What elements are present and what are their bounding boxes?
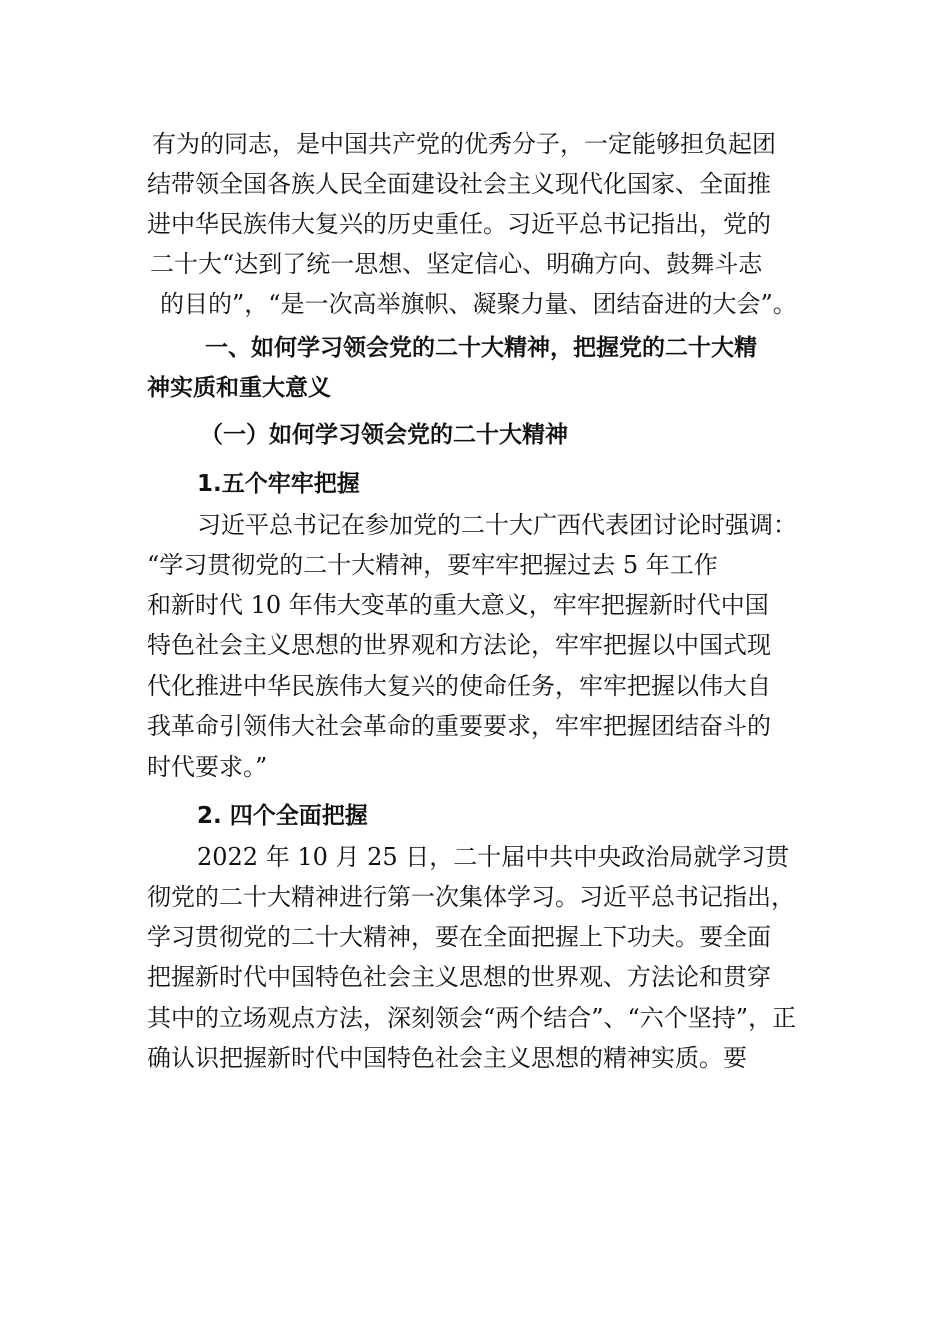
intro-line-1: 有为的同志，是中国共产党的优秀分子，一定能够担负起团	[152, 130, 776, 158]
point1-line-1: 习近平总书记在参加党的二十大广西代表团讨论时强调：	[197, 511, 797, 539]
intro-line-4: 二十大“达到了统一思想、坚定信心、明确方向、鼓舞斗志	[150, 250, 763, 278]
point2-line-2: 彻党的二十大精神进行第一次集体学习。习近平总书记指出，	[147, 883, 795, 911]
point2-line-3: 学习贯彻党的二十大精神，要在全面把握上下功夫。要全面	[147, 923, 771, 951]
point1-line-7: 时代要求。”	[147, 753, 268, 781]
point2-heading: 2. 四个全面把握	[197, 803, 368, 829]
point2-line-1: 2022 年 10 月 25 日，二十届中共中央政治局就学习贯	[197, 843, 790, 871]
point2-line-6: 确认识把握新时代中国特色社会主义思想的精神实质。要	[147, 1044, 747, 1072]
point1-line-2: “学习贯彻党的二十大精神，要牢牢把握过去 5 年工作	[147, 551, 718, 579]
intro-line-5: 的目的”，“是一次高举旗帜、凝聚力量、团结奋进的大会”。	[160, 290, 797, 318]
intro-line-2: 结带领全国各族人民全面建设社会主义现代化国家、全面推	[147, 170, 771, 198]
point1-line-3: 和新时代 10 年伟大变革的重大意义，牢牢把握新时代中国	[147, 591, 769, 619]
point2-line-5: 其中的立场观点方法，深刻领会“两个结合”、“六个坚持”，正	[147, 1004, 797, 1032]
section-heading-line-2: 神实质和重大意义	[147, 375, 331, 401]
point1-line-5: 代化推进中华民族伟大复兴的使命任务，牢牢把握以伟大自	[147, 672, 771, 700]
subsection-heading: （一）如何学习领会党的二十大精神	[200, 422, 568, 448]
intro-line-3: 进中华民族伟大复兴的历史重任。习近平总书记指出，党的	[147, 210, 771, 238]
point1-line-6: 我革命引领伟大社会革命的重要要求，牢牢把握团结奋斗的	[147, 712, 771, 740]
point2-line-4: 把握新时代中国特色社会主义思想的世界观、方法论和贯穿	[147, 963, 771, 991]
point1-heading: 1.五个牢牢把握	[197, 471, 360, 497]
point1-line-4: 特色社会主义思想的世界观和方法论，牢牢把握以中国式现	[147, 631, 771, 659]
section-heading-line-1: 一、如何学习领会党的二十大精神，把握党的二十大精	[205, 335, 757, 361]
